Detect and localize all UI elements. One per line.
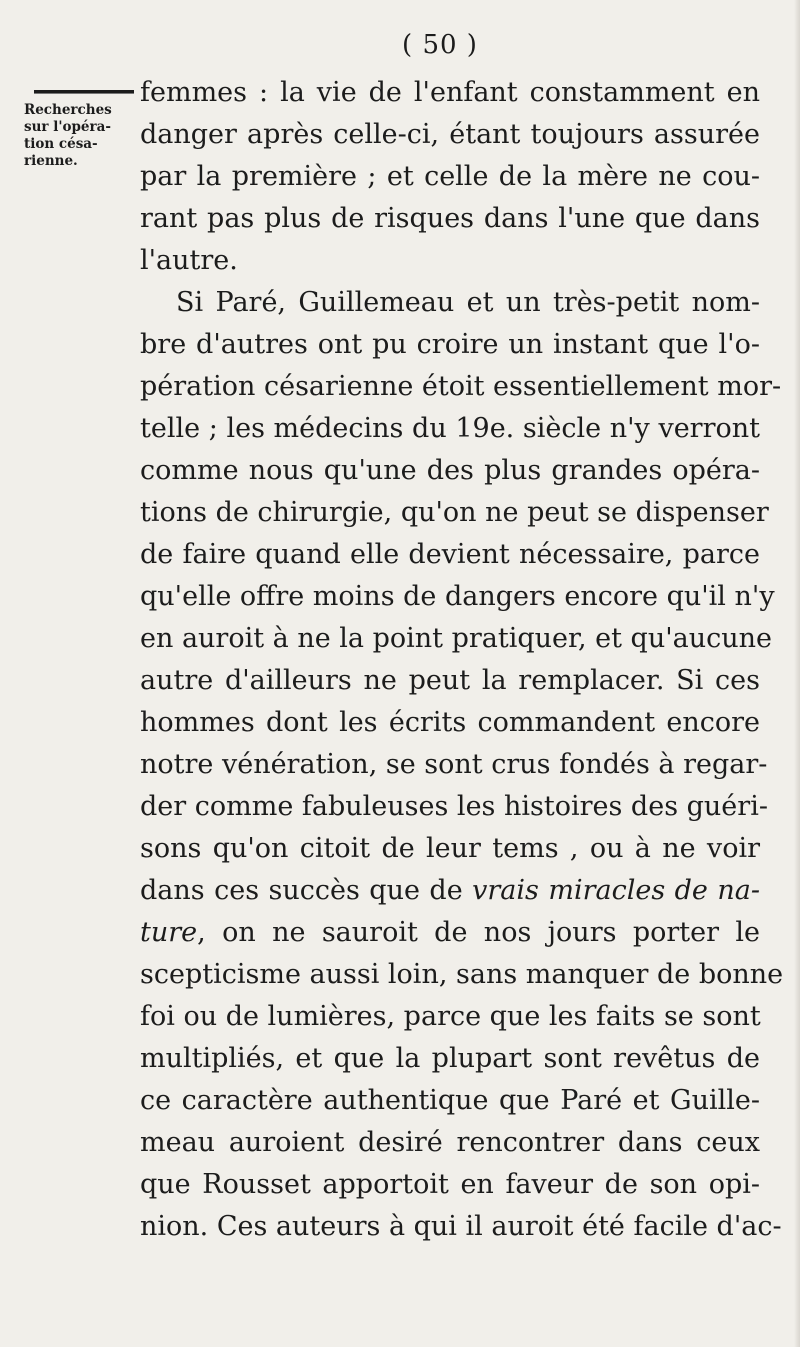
text-line: comme nous qu'une des plus grandes opéra- <box>140 455 760 486</box>
text-line: hommes dont les écrits commandent encore <box>140 707 760 738</box>
margin-rule <box>34 90 134 94</box>
text-line: qu'elle offre moins de dangers encore qu'il n'y <box>140 581 775 612</box>
text-line: rant pas plus de risques dans l'une que dans <box>140 203 760 234</box>
paragraph-start-line: Si Paré, Guillemeau et un très-petit nom- <box>176 287 760 318</box>
text-line: foi ou de lumières, parce que les faits se sont <box>140 1001 761 1032</box>
page-edge <box>794 0 800 1347</box>
page-number: ( 50 ) <box>402 30 478 60</box>
text-segment: , on ne sauroit de nos jours porter le <box>197 917 760 948</box>
body-text <box>140 72 784 1248</box>
text-line: femmes : la vie de l'enfant constamment en <box>140 77 760 108</box>
text-line: de faire quand elle devient nécessaire, parce <box>140 539 760 570</box>
text-line: par la première ; et celle de la mère ne cou- <box>140 161 760 192</box>
text-line: meau auroient desiré rencontrer dans ceux <box>140 1127 760 1158</box>
text-line: autre d'ailleurs ne peut la remplacer. Si ces <box>140 665 760 696</box>
text-line: scepticisme aussi loin, sans manquer de bonne <box>140 959 784 990</box>
text-line: nion. Ces auteurs à qui il auroit été facile d'ac- <box>140 1211 782 1242</box>
text-line-with-italic <box>140 870 760 912</box>
text-line: pération césarienne étoit essentiellement mor- <box>140 371 782 402</box>
text-line: ce caractère authentique que Paré et Guille- <box>140 1085 760 1116</box>
margin-note-line: Recherches <box>24 102 112 118</box>
text-line: telle ; les médecins du 19e. siècle n'y verront <box>140 413 760 444</box>
italic-phrase: vrais miracles de na- <box>472 875 760 906</box>
margin-note-line: tion césa- <box>24 136 98 152</box>
italic-word: ture <box>140 917 198 948</box>
text-line: sons qu'on citoit de leur tems , ou à ne voir <box>140 833 760 864</box>
text-line: bre d'autres ont pu croire un instant que l'o- <box>140 329 760 360</box>
text-line: der comme fabuleuses les histoires des guéri- <box>140 791 768 822</box>
text-segment: dans ces succès que de <box>140 875 463 906</box>
margin-note <box>24 82 146 170</box>
margin-note-line: rienne. <box>24 153 78 169</box>
text-line: multipliés, et que la plupart sont revêtus de <box>140 1043 760 1074</box>
text-line: l'autre. <box>140 245 238 276</box>
text-line: notre vénération, se sont crus fondés à regar- <box>140 749 768 780</box>
margin-note-line: sur l'opéra- <box>24 119 111 135</box>
text-line: en auroit à ne la point pratiquer, et qu'aucune <box>140 623 773 654</box>
text-line-with-italic <box>140 912 760 954</box>
text-line: danger après celle-ci, étant toujours assurée <box>140 119 760 150</box>
text-line: que Rousset apportoit en faveur de son opi- <box>140 1169 760 1200</box>
text-line: tions de chirurgie, qu'on ne peut se dispenser <box>140 497 769 528</box>
